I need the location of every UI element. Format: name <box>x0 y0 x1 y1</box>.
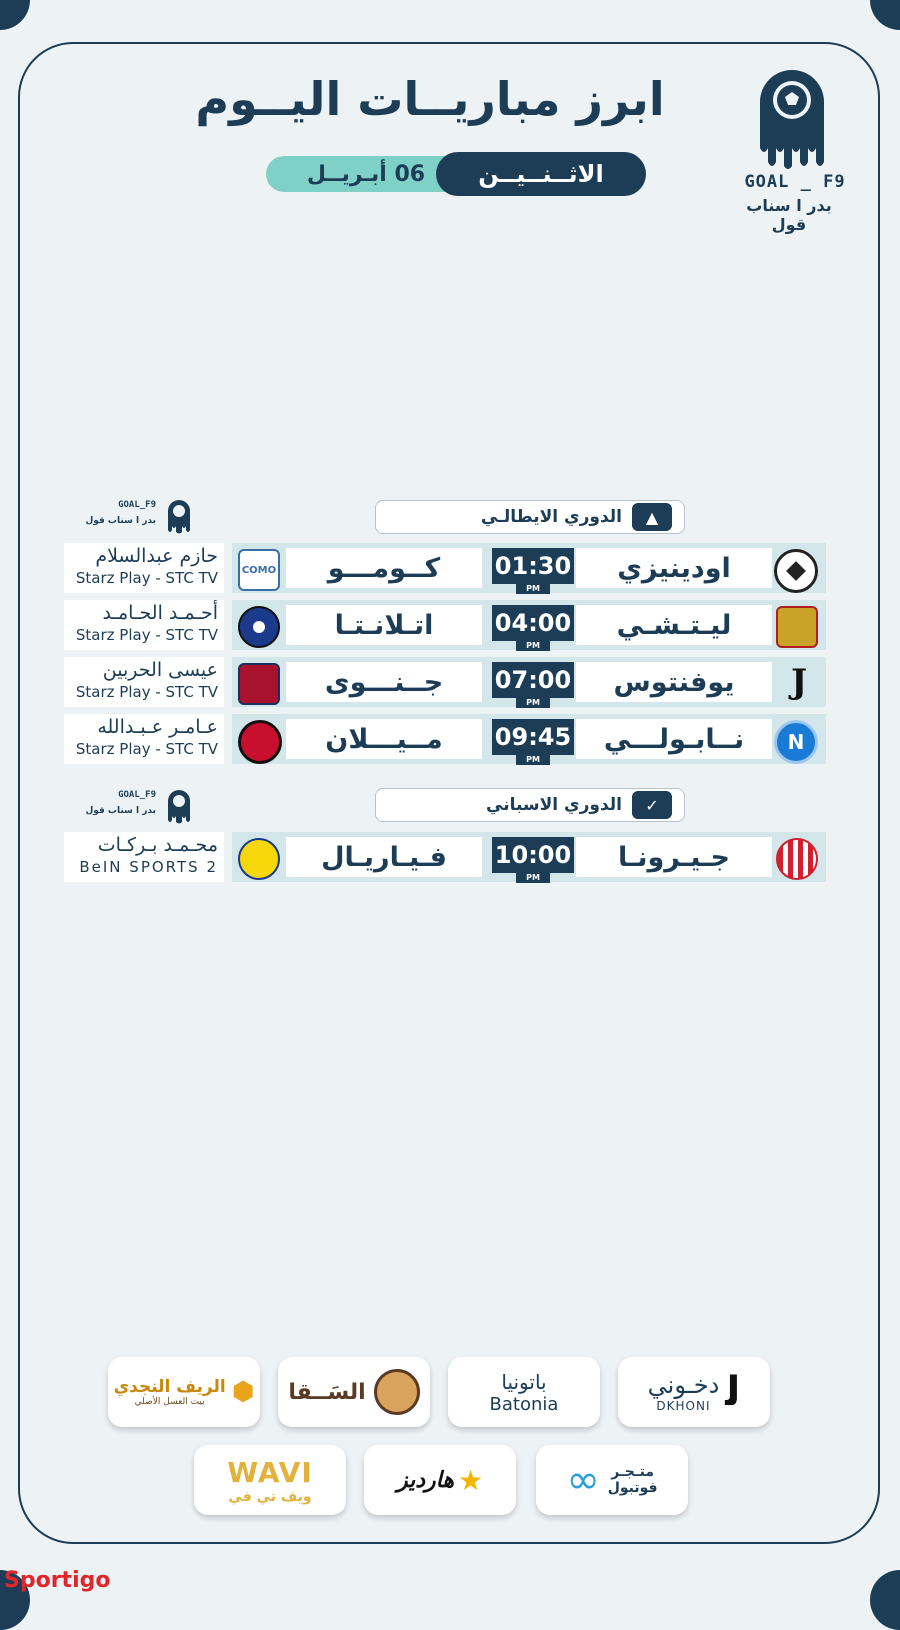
home-team: يوفنتوس <box>576 662 772 702</box>
broadcast-info <box>64 543 224 593</box>
kickoff-time: 01:30 <box>492 548 574 584</box>
mini-logo-text: GOAL_F9 <box>118 500 156 510</box>
match-row <box>64 832 826 882</box>
girona-crest-icon <box>776 838 818 880</box>
wavi-text: WAVI <box>227 1455 313 1489</box>
home-team: ليـتـشـي <box>576 605 772 645</box>
sponsor-alreef <box>108 1357 260 1427</box>
pm-label: PM <box>516 871 550 883</box>
broadcast-info <box>64 600 224 650</box>
goal-f9-logo-icon <box>754 62 830 170</box>
wavi-ar: ويف تي في <box>228 1488 312 1505</box>
day-label: الاثــنــيــن <box>436 152 646 196</box>
logo-subtitle: بدر ا سناب قول <box>746 196 832 234</box>
date-label: 06 أبـريــل <box>266 156 466 192</box>
sponsor-wavi <box>194 1445 346 1515</box>
channel: BeIN SPORTS 2 <box>79 858 218 876</box>
mini-logo <box>62 788 192 828</box>
logo-text: GOAL _ F9 <box>744 172 846 192</box>
dkhoni-en: DKHONI <box>656 1399 711 1413</box>
commentator: عـامـر عـبـدالله <box>97 716 218 738</box>
napoli-crest-icon: N <box>774 720 818 764</box>
mini-logo-sub: بدر ا سناب قول <box>85 806 156 816</box>
broadcast-info <box>64 657 224 707</box>
commentator: عيسى الحربين <box>102 659 218 681</box>
kickoff-time: 04:00 <box>492 605 574 641</box>
sponsor-football-store <box>536 1445 688 1515</box>
commentator: محـمـد بـركـات <box>97 834 218 856</box>
sportigo-brand: Sportigo <box>4 1568 111 1593</box>
away-team: اتـلانـتـا <box>286 605 482 645</box>
sponsor-batonia <box>448 1357 600 1427</box>
channel: Starz Play - STC TV <box>75 569 218 587</box>
channel: Starz Play - STC TV <box>75 683 218 701</box>
pm-label: PM <box>516 696 550 708</box>
kickoff-time: 10:00 <box>492 837 574 873</box>
dkhoni-ar: دخـوني <box>647 1371 720 1399</box>
alsaqa-text: السَــقا <box>288 1379 366 1405</box>
serie-a-icon: ▲ <box>632 503 672 531</box>
sponsor-alsaqa <box>278 1357 430 1427</box>
honeycomb-icon: ⬢ <box>231 1377 255 1407</box>
mini-logo-text: GOAL_F9 <box>118 790 156 800</box>
infinity-icon: ∞ <box>566 1457 600 1503</box>
lecce-crest-icon <box>776 606 818 648</box>
alreef-sub: بيت العسل الأصلي <box>134 1397 205 1407</box>
away-team: فـيـاريـال <box>286 837 482 877</box>
channel: Starz Play - STC TV <box>75 626 218 644</box>
udinese-crest-icon <box>774 549 818 593</box>
match-row <box>64 543 826 593</box>
goal-f9-mini-icon <box>166 498 192 534</box>
mini-logo <box>62 498 192 538</box>
juventus-crest-icon: J <box>790 662 808 702</box>
away-team: مــيـــلان <box>286 719 482 759</box>
page-title: ابرز مباريــات اليــوم <box>195 72 665 126</box>
dkhoni-logo-icon: ﻟ <box>725 1369 741 1415</box>
league-header-laliga <box>375 788 685 822</box>
villarreal-crest-icon <box>238 838 280 880</box>
mini-logo-sub: بدر ا سناب قول <box>85 516 156 526</box>
kickoff-time: 07:00 <box>492 662 574 698</box>
batonia-ar: باتونيا <box>501 1369 547 1394</box>
genoa-crest-icon <box>238 663 280 705</box>
laliga-icon: ✓ <box>632 791 672 819</box>
league-name: الدوري الاسباني <box>486 795 622 815</box>
goal-f9-logo <box>740 62 850 234</box>
alsaqa-logo-icon <box>374 1369 420 1415</box>
pm-label: PM <box>516 753 550 765</box>
kickoff-time: 09:45 <box>492 719 574 755</box>
milan-crest-icon <box>238 720 282 764</box>
star-icon: ★ <box>457 1463 484 1497</box>
away-team: جــنـــوى <box>286 662 482 702</box>
away-team: كــومـــو <box>286 548 482 588</box>
pm-label: PM <box>516 639 550 651</box>
home-team: اودينيزي <box>576 548 772 588</box>
commentator: حازم عبدالسلام <box>95 545 218 567</box>
date-pill <box>266 152 646 196</box>
corner-top-right <box>870 0 900 30</box>
league-header-serie-a <box>375 500 685 534</box>
home-team: نــابـولـــي <box>576 719 772 759</box>
channel: Starz Play - STC TV <box>75 740 218 758</box>
commentator: أحـمـد الحـامـد <box>102 602 218 624</box>
atalanta-crest-icon <box>238 606 280 648</box>
alreef-text: الريف النجدي <box>113 1377 226 1397</box>
store-ar2: فوتبول <box>607 1480 658 1496</box>
broadcast-info <box>64 714 224 764</box>
corner-top-left <box>0 0 30 30</box>
home-team: جـيـرونـا <box>576 837 772 877</box>
corner-bottom-right <box>870 1570 900 1630</box>
match-row <box>64 714 826 764</box>
batonia-en: Batonia <box>489 1393 559 1415</box>
goal-f9-mini-icon <box>166 788 192 824</box>
match-row <box>64 657 826 707</box>
store-ar1: متـجـر <box>611 1464 655 1480</box>
sponsor-hardeez <box>364 1445 516 1515</box>
hardeez-text: هارديز <box>396 1467 454 1493</box>
pm-label: PM <box>516 582 550 594</box>
como-crest-icon: COMO <box>238 549 280 591</box>
match-row <box>64 600 826 650</box>
league-name: الدوري الايطالـي <box>480 507 622 527</box>
sponsor-dkhoni <box>618 1357 770 1427</box>
broadcast-info <box>64 832 224 882</box>
